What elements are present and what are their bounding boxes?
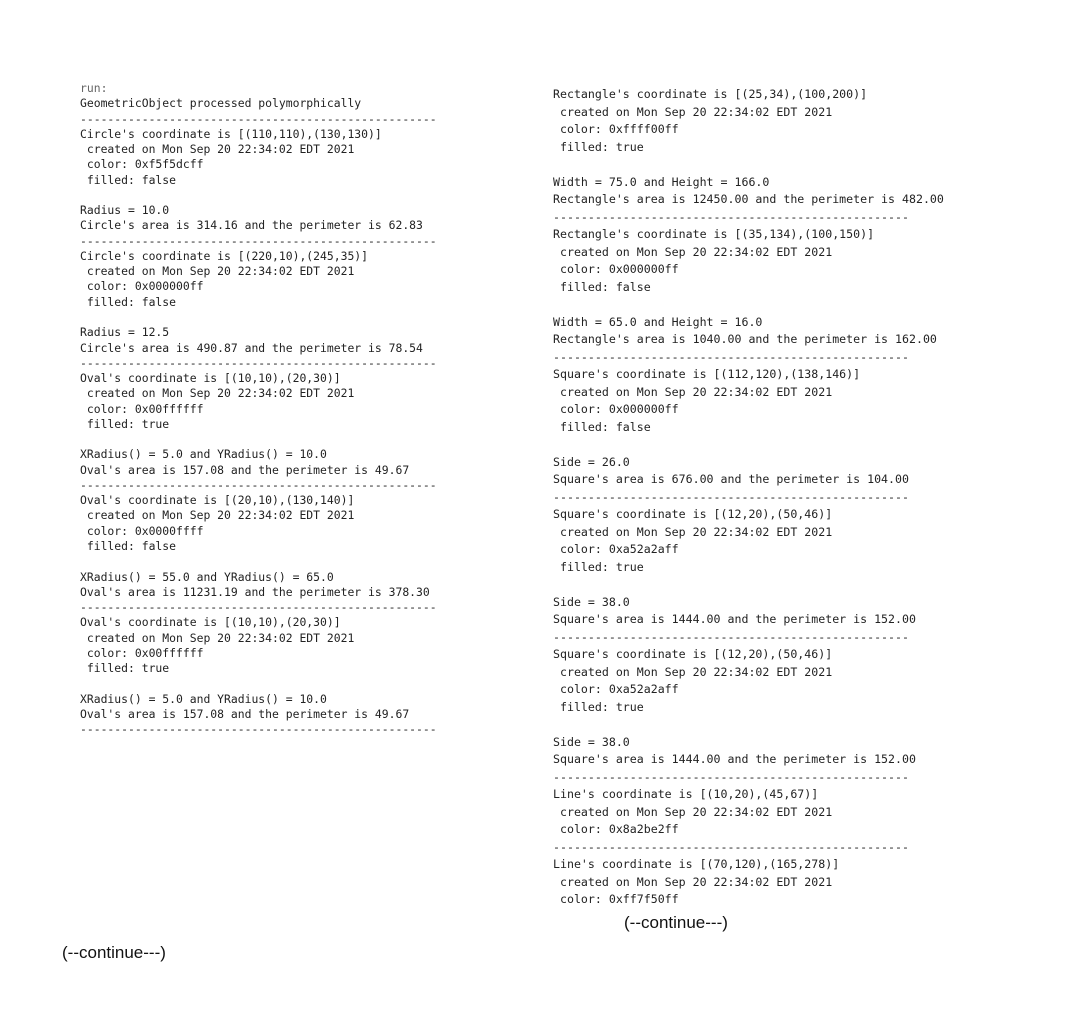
console-line: --------------------------------------------------- xyxy=(553,629,909,644)
console-line: Line's coordinate is [(70,120),(165,278)] xyxy=(553,857,840,871)
console-line xyxy=(80,310,510,325)
console-line xyxy=(80,676,510,691)
console-line: Side = 26.0 xyxy=(553,454,630,469)
console-line: created on Mon Sep 20 22:34:02 EDT 2021 xyxy=(80,264,355,279)
console-line xyxy=(80,554,510,569)
console-line: Circle's area is 314.16 and the perimeter is 62.83 xyxy=(80,218,423,233)
console-line: --------------------------------------------------- xyxy=(553,209,909,224)
console-line xyxy=(553,296,1033,314)
console-line: Square's area is 1444.00 and the perimeter is 152.00 xyxy=(553,612,916,626)
console-line: XRadius() = 55.0 and YRadius() = 65.0 xyxy=(80,569,334,584)
console-line: created on Mon Sep 20 22:34:02 EDT 2021 xyxy=(80,386,355,401)
console-line: ---------------------------------------------------- xyxy=(80,355,437,370)
continue-caption-left: (--continue---) xyxy=(62,943,166,962)
console-line: filled: true xyxy=(80,661,170,676)
console-line xyxy=(553,716,1033,734)
console-line: Square's area is 1444.00 and the perimeter is 152.00 xyxy=(553,752,916,766)
console-line: Oval's coordinate is [(10,10),(20,30)] xyxy=(80,615,341,630)
right-console-output xyxy=(553,86,1033,909)
console-line: XRadius() = 5.0 and YRadius() = 10.0 xyxy=(80,691,327,706)
console-line: filled: true xyxy=(80,416,170,431)
console-line: created on Mon Sep 20 22:34:02 EDT 2021 xyxy=(553,104,833,119)
console-line: XRadius() = 5.0 and YRadius() = 10.0 xyxy=(80,447,327,462)
console-line: Side = 38.0 xyxy=(553,594,630,609)
console-line: ---------------------------------------------------- xyxy=(80,233,437,248)
console-line: --------------------------------------------------- xyxy=(553,489,909,504)
console-line: Square's coordinate is [(112,120),(138,146)] xyxy=(553,367,861,381)
console-line: filled: false xyxy=(553,419,651,434)
console-line: filled: true xyxy=(553,139,644,154)
console-line: created on Mon Sep 20 22:34:02 EDT 2021 xyxy=(553,524,833,539)
console-line xyxy=(80,188,510,203)
console-line: GeometricObject processed polymorphically xyxy=(80,96,362,111)
console-line: created on Mon Sep 20 22:34:02 EDT 2021 xyxy=(553,804,833,819)
console-line: color: 0x0000ffff xyxy=(80,523,204,538)
console-line: ---------------------------------------------------- xyxy=(80,477,437,492)
console-line: Width = 65.0 and Height = 16.0 xyxy=(553,314,763,329)
console-line: Circle's area is 490.87 and the perimeter is 78.54 xyxy=(80,340,423,355)
console-line: color: 0x8a2be2ff xyxy=(553,822,679,836)
continue-caption-right: (--continue---) xyxy=(624,913,728,932)
console-line: Line's coordinate is [(10,20),(45,67)] xyxy=(553,787,819,801)
left-console-output xyxy=(80,81,510,737)
console-line: created on Mon Sep 20 22:34:02 EDT 2021 xyxy=(553,384,833,399)
console-line: filled: true xyxy=(553,559,644,574)
console-line: Oval's coordinate is [(20,10),(130,140)] xyxy=(80,493,355,508)
console-line: --------------------------------------------------- xyxy=(553,349,909,364)
console-line: Radius = 10.0 xyxy=(80,203,170,218)
console-line xyxy=(553,436,1033,454)
console-line xyxy=(553,156,1033,174)
console-line: created on Mon Sep 20 22:34:02 EDT 2021 xyxy=(80,508,355,523)
console-line: Radius = 12.5 xyxy=(80,325,170,340)
console-line: color: 0xa52a2aff xyxy=(553,682,679,696)
console-line: color: 0x000000ff xyxy=(553,402,679,416)
console-line: Square's coordinate is [(12,20),(50,46)] xyxy=(553,647,833,661)
console-line: --------------------------------------------------- xyxy=(553,769,909,784)
console-line: Oval's area is 11231.19 and the perimeter is 378.30 xyxy=(80,584,430,599)
console-line: created on Mon Sep 20 22:34:02 EDT 2021 xyxy=(80,142,355,157)
console-line: Oval's area is 157.08 and the perimeter is 49.67 xyxy=(80,462,410,477)
console-line: Side = 38.0 xyxy=(553,734,630,749)
console-line xyxy=(553,576,1033,594)
console-line: filled: false xyxy=(553,279,651,294)
console-line: Square's coordinate is [(12,20),(50,46)] xyxy=(553,507,833,521)
console-line: color: 0x000000ff xyxy=(553,262,679,276)
console-line: color: 0xa52a2aff xyxy=(553,542,679,556)
console-line: --------------------------------------------------- xyxy=(553,839,909,854)
console-line: filled: false xyxy=(80,294,177,309)
console-line: created on Mon Sep 20 22:34:02 EDT 2021 xyxy=(553,874,833,889)
console-line: created on Mon Sep 20 22:34:02 EDT 2021 xyxy=(80,630,355,645)
console-line: Circle's coordinate is [(110,110),(130,130)] xyxy=(80,126,382,141)
console-line: filled: false xyxy=(80,538,177,553)
console-line: Rectangle's coordinate is [(25,34),(100,200)] xyxy=(553,87,868,101)
console-line: color: 0xf5f5dcff xyxy=(80,157,204,172)
console-line: color: 0x00ffffff xyxy=(80,645,204,660)
console-line: color: 0x000000ff xyxy=(80,279,204,294)
console-line: filled: true xyxy=(553,699,644,714)
console-line: color: 0xffff00ff xyxy=(553,122,679,136)
console-line: Circle's coordinate is [(220,10),(245,35)] xyxy=(80,248,369,263)
console-line: ---------------------------------------------------- xyxy=(80,111,437,126)
console-line: Rectangle's coordinate is [(35,134),(100,150)] xyxy=(553,227,875,241)
console-line: created on Mon Sep 20 22:34:02 EDT 2021 xyxy=(553,664,833,679)
console-line: ---------------------------------------------------- xyxy=(80,722,437,737)
console-line: Oval's coordinate is [(10,10),(20,30)] xyxy=(80,371,341,386)
console-line: filled: false xyxy=(80,172,177,187)
console-line xyxy=(80,432,510,447)
console-line: color: 0x00ffffff xyxy=(80,401,204,416)
console-line: color: 0xff7f50ff xyxy=(553,892,679,906)
console-line: Square's area is 676.00 and the perimeter is 104.00 xyxy=(553,472,909,486)
console-line: created on Mon Sep 20 22:34:02 EDT 2021 xyxy=(553,244,833,259)
console-line: run: xyxy=(80,81,108,95)
console-line: Oval's area is 157.08 and the perimeter is 49.67 xyxy=(80,706,410,721)
console-line: Rectangle's area is 1040.00 and the perimeter is 162.00 xyxy=(553,332,937,346)
console-line: Rectangle's area is 12450.00 and the perimeter is 482.00 xyxy=(553,192,944,206)
console-line: ---------------------------------------------------- xyxy=(80,600,437,615)
console-line: Width = 75.0 and Height = 166.0 xyxy=(553,174,770,189)
